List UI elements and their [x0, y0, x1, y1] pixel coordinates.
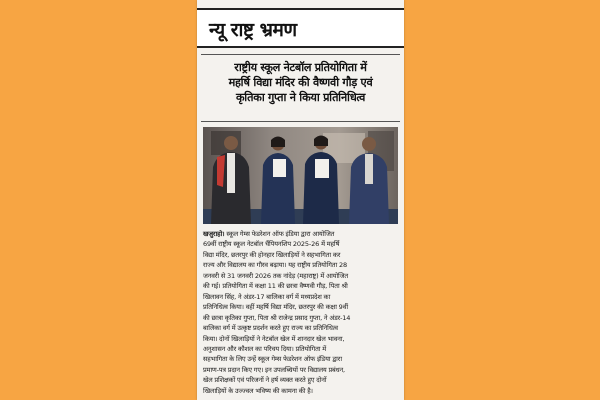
body-line: बालिका वर्ग में उत्कृष्ट प्रदर्शन करते हुए राज्य का प्रतिनिधित्व: [203, 324, 338, 333]
body-line: [203, 229, 399, 239]
body-line: खिलावन सिंह, ने अंडर-17 बालिका वर्ग में मध्यप्रदेश का: [203, 292, 331, 301]
body-line: 69वीं राष्ट्रीय स्कूल नेटबॉल चैंपियनशिप 2025-26 में महर्षि: [203, 240, 340, 249]
body-line: खेल प्रशिक्षकों एवं परिजनों ने हर्ष व्यक्त करते हुए दोनों: [203, 376, 327, 385]
article-body: [203, 229, 399, 396]
body-line: की छात्रा कृतिका गुप्ता, पिता श्री राजेन्द्र प्रसाद गुप्ता, ने अंडर-14: [203, 313, 351, 322]
article-photo: [203, 127, 398, 224]
body-line: सहभागिता के लिए उन्हें स्कूल गेम्स फेडरेशन ऑफ इंडिया द्वारा: [203, 355, 342, 364]
body-line: खिलाड़ियों के उज्ज्वल भविष्य की कामना की है।: [203, 386, 313, 395]
article-headline: [203, 60, 398, 105]
article-dateline: खजुराहो।: [203, 230, 225, 238]
headline-bottom-rule: [201, 121, 400, 122]
body-line: राज्य और विद्यालय का गौरव बढ़ाया। यह राष्ट्रीय प्रतियोगिता 28: [203, 261, 347, 270]
headline-line: महर्षि विद्या मंदिर की वैष्णवी गौड़ एवं: [228, 76, 373, 89]
newspaper-name: न्यू राष्ट्र भ्रमण: [209, 19, 297, 41]
body-line: अनुशासन और कौशल का परिचय दिया। प्रतियोगिता में: [203, 344, 327, 353]
body-line: की गई। प्रतियोगिता में कक्षा 11 की छात्रा वैष्णवी गौड़, पिता श्री: [203, 282, 348, 291]
headline-top-rule: [201, 54, 400, 55]
headline-line: राष्ट्रीय स्कूल नेटबॉल प्रतियोगिता में: [234, 61, 367, 74]
body-line: प्रमाण-पत्र प्रदान किए गए। इन उपलब्धियों पर विद्यालय प्रबंधन,: [203, 365, 345, 374]
photo-illustration: [203, 127, 398, 224]
newspaper-clipping: [197, 0, 404, 400]
body-line: किया। दोनों खिलाड़ियों ने नेटबॉल खेल में शानदार खेल भावना,: [203, 334, 345, 343]
headline-line: कृतिका गुप्ता ने किया प्रतिनिधित्व: [235, 91, 366, 104]
body-line-text: स्कूल गेम्स फेडरेशन ऑफ इंडिया द्वारा आयोजित: [224, 230, 335, 238]
body-line: प्रतिनिधित्व किया। वहीं महर्षि विद्या मंदिर, छतरपुर की कक्षा 9वीं: [203, 303, 348, 312]
body-line: विद्या मंदिर, छतरपुर की होनहार खिलाड़ियों ने सहभागिता कर: [203, 250, 341, 259]
body-line: जनवरी से 31 जनवरी 2026 तक नांदेड़ (महाराष्ट्र) में आयोजित: [203, 271, 349, 280]
masthead: [197, 8, 404, 48]
